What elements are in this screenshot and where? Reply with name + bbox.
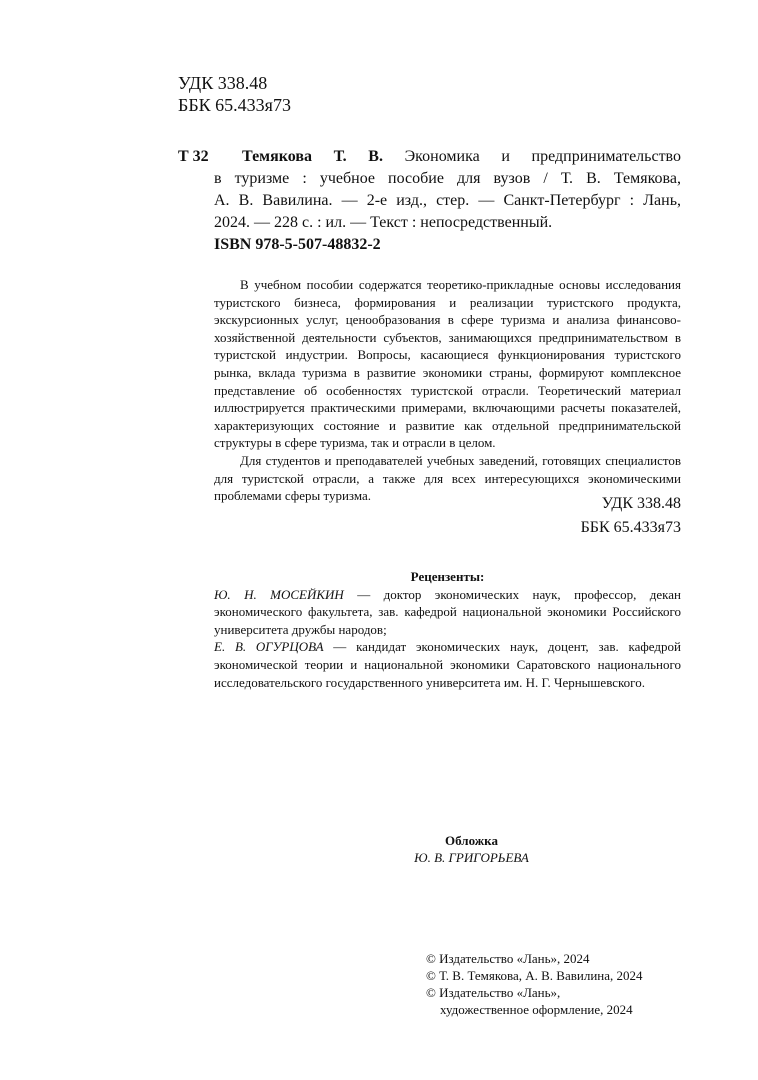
entry-author: Темякова Т. В.	[242, 148, 383, 165]
copyright-authors: © Т. В. Темякова, А. В. Вавилина, 2024	[426, 968, 643, 983]
copyright-block	[426, 950, 643, 1018]
entry-line-4: 2024. — 228 с. : ил. — Текст : непосредственный.	[214, 214, 553, 231]
bbk-code-bottom: ББК 65.433я73	[580, 519, 681, 536]
reviewers	[214, 568, 681, 691]
udk-code: УДК 338.48	[178, 73, 268, 93]
annotation	[214, 276, 681, 505]
copyright-design: © Издательство «Лань»,	[426, 985, 561, 1000]
catalog-entry	[178, 146, 681, 234]
entry-line-1	[178, 146, 681, 168]
classification-codes-top	[178, 72, 291, 116]
cover-header: Обложка	[445, 833, 498, 848]
author-mark: Т 32	[178, 148, 209, 165]
entry-line-3: А. В. Вавилина. — 2-е изд., стер. — Санкт-Петербург : Лань,	[214, 192, 681, 209]
reviewers-header: Рецензенты:	[410, 569, 485, 584]
copyright-design-cont: художественное оформление, 2024	[440, 1002, 633, 1017]
classification-codes-bottom	[540, 492, 681, 540]
reviewer-2	[214, 638, 681, 691]
udk-code-bottom: УДК 338.48	[601, 495, 681, 512]
bbk-code: ББК 65.433я73	[178, 95, 291, 115]
annotation-paragraph-2: Для студентов и преподавателей учебных заведений, готовящих специалистов для туристской отрасли, а также для всех интересующихся экономическими проблемами сферы туризма.	[214, 452, 681, 504]
isbn: ISBN 978-5-507-48832-2	[214, 236, 381, 253]
reviewer-1-name: Ю. Н. МОСЕЙКИН	[214, 586, 344, 602]
cover-credit	[214, 832, 681, 866]
reviewer-1-details: — доктор экономических наук, профессор, декан экономического факультета, зав. кафедрой национальной экономики Российского университета дружбы народов;	[214, 586, 681, 637]
copyright-publisher: © Издательство «Лань», 2024	[426, 951, 590, 966]
reviewer-2-name: Е. В. ОГУРЦОВА	[214, 639, 324, 655]
entry-line-2: в туризме : учебное пособие для вузов / Т. В. Темякова,	[214, 170, 681, 187]
reviewer-2-details: — кандидат экономических наук, доцент, зав. кафедрой экономической теории и национальной экономики Саратовского национального исследовательского государственного университета им. Н. Г. Чернышевского.	[214, 639, 681, 690]
cover-designer: Ю. В. ГРИГОРЬЕВА	[414, 850, 529, 865]
entry-title-start: Экономика и предпринимательство	[382, 148, 682, 165]
reviewer-1	[214, 586, 681, 639]
annotation-paragraph-1: В учебном пособии содержатся теоретико-прикладные основы исследования туристского бизнеса, формирования и реализации туристского продукта, экскурсионных услуг, ценообразования в сфере туризма и анализа финансово-хозяйственной деятельности субъектов, занимающихся предпринимательством в туристской индустрии. Вопросы, касающиеся функционирования туристского рынка, вклада туризма в развитие экономики страны, формируют комплексное представление об особенностях туристской отрасли. Теоретический материал иллюстрируется практическими примерами, включающими расчеты показателей, характеризующих состояние и развитие как отдельной предпринимательской структуры в сфере туризма, так и отрасли в целом.	[214, 277, 681, 451]
